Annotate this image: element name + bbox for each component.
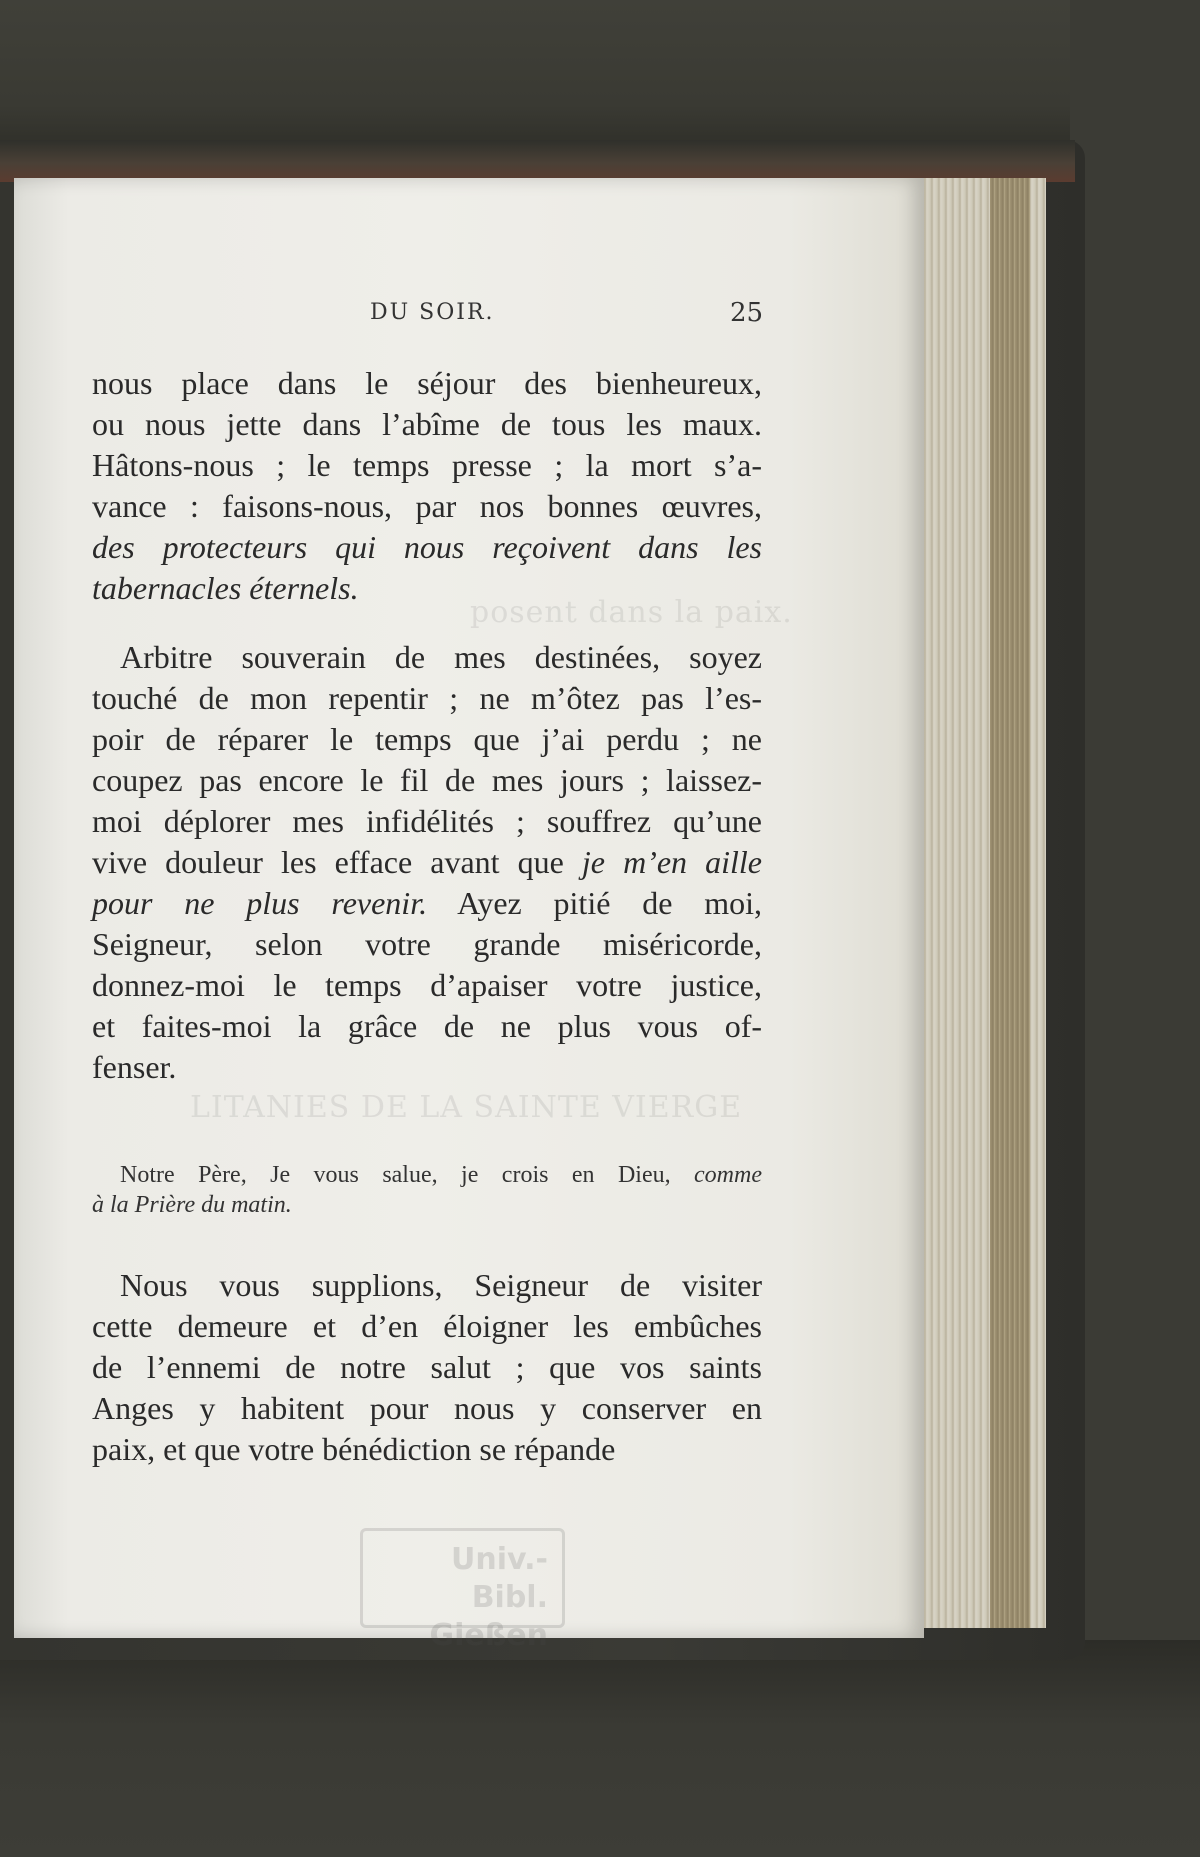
text-run: moi déplorer mes infidélités ; souffrez qu’une <box>92 803 762 839</box>
text-line <box>92 801 762 842</box>
show-through-heading: LITANIES DE LA SAINTE VIERGE <box>190 1090 743 1125</box>
text-run: et faites-moi la grâce de ne plus vous of- <box>92 1008 762 1044</box>
paragraph-1 <box>92 363 762 609</box>
text-run: Notre Père, Je vous salue, je crois en Dieu, <box>120 1162 695 1188</box>
italic-run: je m’en aille <box>581 844 762 880</box>
italic-run: des protecteurs qui nous reçoivent dans les <box>92 529 762 565</box>
book-spine-edge <box>0 140 1075 182</box>
text-line <box>92 1306 762 1347</box>
text-line <box>92 1265 762 1306</box>
page-number: 25 <box>730 298 764 328</box>
text-run: nous place dans le séjour des bienheureux, <box>92 365 762 401</box>
rubric-note <box>92 1160 762 1220</box>
text-line <box>92 1160 762 1190</box>
text-line <box>92 486 762 527</box>
background-top <box>0 0 1200 150</box>
show-through-line: posent dans la paix. <box>470 595 793 630</box>
text-run: fenser. <box>92 1049 177 1085</box>
text-run: donnez-moi le temps d’apaiser votre justice, <box>92 967 762 1003</box>
text-run: cette demeure et d’en éloigner les embûches <box>92 1308 762 1344</box>
text-run: Ayez pitié de moi, <box>427 885 763 921</box>
text-run: poir de réparer le temps que j’ai perdu ; ne <box>92 721 762 757</box>
text-line <box>92 1190 762 1220</box>
stamp-line-2: Gießen <box>429 1618 548 1653</box>
text-run: Hâtons-nous ; le temps presse ; la mort s’a- <box>92 447 762 483</box>
text-line <box>92 1347 762 1388</box>
background-right <box>1070 0 1200 1857</box>
background-bottom <box>0 1640 1200 1857</box>
text-line <box>92 527 762 568</box>
text-line <box>92 924 762 965</box>
running-head: DU SOIR. <box>370 300 495 325</box>
text-line <box>92 842 762 883</box>
italic-run: à la Prière du matin. <box>92 1192 292 1218</box>
text-run: ou nous jette dans l’abîme de tous les maux. <box>92 406 762 442</box>
italic-run: tabernacles éternels. <box>92 570 359 606</box>
text-run: Seigneur, selon votre grande miséricorde, <box>92 926 762 962</box>
text-run: vance : faisons-nous, par nos bonnes œuvres, <box>92 488 762 524</box>
text-line <box>92 637 762 678</box>
text-run: Nous vous supplions, Seigneur de visiter <box>120 1267 762 1303</box>
text-line <box>92 568 762 609</box>
text-line <box>92 363 762 404</box>
text-line <box>92 445 762 486</box>
stamp-line-1: Univ.-Bibl. <box>451 1542 548 1615</box>
text-line <box>92 965 762 1006</box>
text-line <box>92 678 762 719</box>
text-line <box>92 1047 762 1088</box>
text-line <box>92 404 762 445</box>
italic-run: comme <box>694 1162 762 1188</box>
text-run: coupez pas encore le fil de mes jours ; laissez- <box>92 762 762 798</box>
text-line <box>92 1006 762 1047</box>
text-line <box>92 883 762 924</box>
text-run: de l’ennemi de notre salut ; que vos saints <box>92 1349 762 1385</box>
text-line <box>92 1388 762 1429</box>
text-run: vive douleur les efface avant que <box>92 844 582 880</box>
paragraph-3 <box>92 1265 762 1470</box>
text-line <box>92 719 762 760</box>
gilt-page-edges <box>990 178 1030 1628</box>
text-run: Anges y habitent pour nous y conserver en <box>92 1390 762 1426</box>
text-line <box>92 760 762 801</box>
text-line <box>92 1429 762 1470</box>
text-run: paix, et que votre bénédiction se répande <box>92 1431 616 1467</box>
text-run: touché de mon repentir ; ne m’ôtez pas l’es- <box>92 680 762 716</box>
library-stamp <box>360 1528 565 1653</box>
paragraph-2 <box>92 637 762 1088</box>
text-run: Arbitre souverain de mes destinées, soyez <box>120 639 762 675</box>
italic-run: pour ne plus revenir. <box>92 885 428 921</box>
